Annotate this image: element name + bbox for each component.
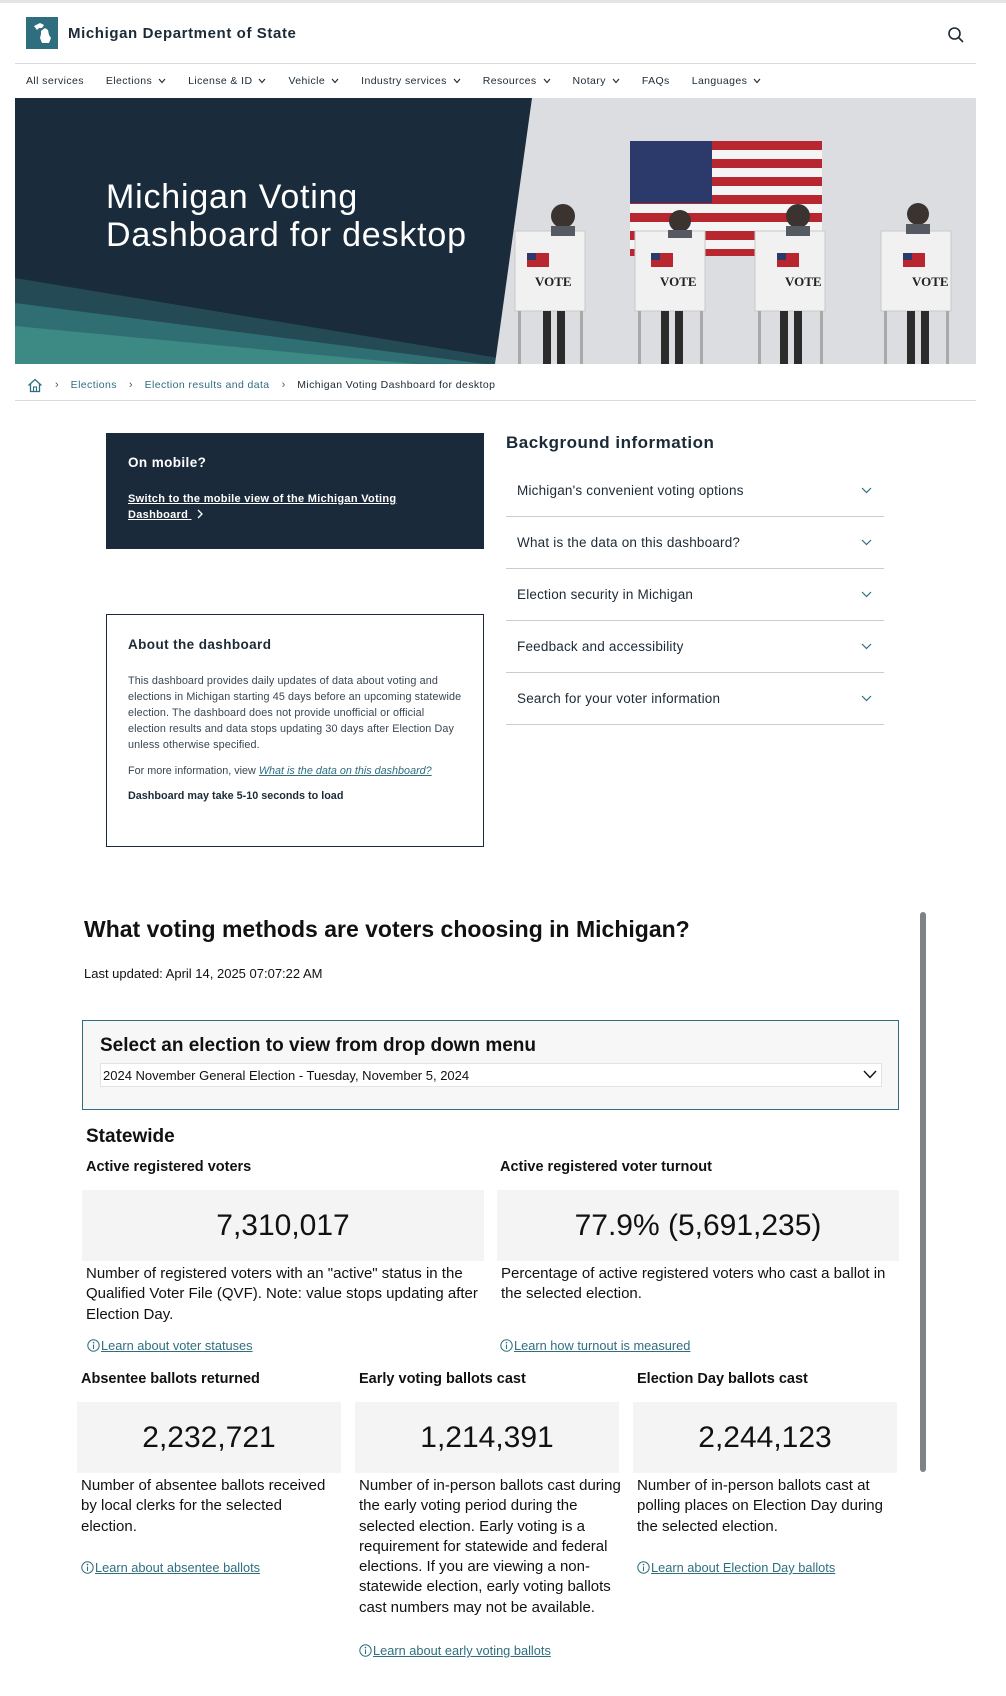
chevron-right-icon: › [55, 379, 59, 391]
nav-label: All services [26, 75, 84, 87]
dashboard-title: What voting methods are voters choosing in Michigan? [84, 916, 690, 942]
site-title[interactable]: Michigan Department of State [68, 25, 297, 42]
active-voters-value: 7,310,017 [82, 1190, 484, 1261]
nav-industry-services[interactable] [361, 72, 461, 90]
hero-banner [15, 98, 976, 364]
learn-link-text: Learn about Election Day ballots [651, 1560, 836, 1575]
nav-label: Resources [482, 75, 537, 87]
mobile-heading: On mobile? [128, 455, 207, 470]
nav-vehicle[interactable] [288, 72, 339, 90]
early-voting-desc: Number of in-person ballots cast during the early voting period during the selected election. Early voting is a requirement for statewide and federal elections. If you are viewing a non-statewide election, early voting ballots cast numbers may not be available. [359, 1477, 621, 1616]
learn-voter-statuses-link[interactable] [87, 1338, 253, 1353]
chevron-down-icon [158, 78, 166, 84]
about-data-link[interactable]: What is the data on this dashboard? [258, 765, 432, 777]
accordion-label: Election security in Michigan [517, 587, 694, 602]
section-statewide: Statewide [86, 1126, 175, 1147]
learn-early-voting-link[interactable] [359, 1643, 551, 1658]
breadcrumb-election-results[interactable]: Election results and data [144, 379, 270, 391]
chevron-down-icon [258, 78, 266, 84]
info-icon [81, 1561, 94, 1574]
early-voting-value: 1,214,391 [355, 1402, 619, 1473]
chevron-down-icon [861, 591, 872, 598]
accordion-feedback[interactable] [506, 621, 884, 673]
nav-label: Industry services [361, 75, 447, 87]
mobile-link-line1: Switch to the mobile view of the Michigan Voting [128, 493, 397, 505]
nav-languages[interactable] [692, 72, 762, 90]
chevron-down-icon [861, 487, 872, 494]
active-voters-label: Active registered voters [86, 1159, 252, 1175]
chevron-down-icon [861, 695, 872, 702]
nav-resources[interactable] [483, 72, 551, 90]
about-text: This dashboard provides daily updates of data about voting and elections in Michigan starting 45 days before an upcoming statewide election. The dashboard does not provide unofficial or official election results and data stops updating 30 days after Election Day unless otherwise specified. [128, 675, 462, 751]
absentee-desc: Number of absentee ballots received by local clerks for the selected election. [81, 1477, 326, 1535]
accordion-label: What is the data on this dashboard? [517, 535, 741, 550]
absentee-label: Absentee ballots returned [81, 1371, 260, 1387]
about-heading: About the dashboard [128, 637, 272, 652]
info-icon [637, 1561, 650, 1574]
top-border [0, 0, 1006, 3]
mobile-link-line2: Dashboard [128, 509, 189, 521]
election-day-value: 2,244,123 [633, 1402, 897, 1473]
accordion-label: Search for your voter information [517, 691, 721, 706]
chevron-right-icon: › [281, 379, 286, 391]
election-selector [82, 1020, 899, 1110]
mobile-notice [106, 433, 484, 549]
search-icon[interactable] [946, 25, 966, 45]
last-updated: Last updated: April 14, 2025 07:07:22 AM [84, 966, 323, 981]
chevron-down-icon [543, 78, 551, 84]
chevron-down-icon [861, 539, 872, 546]
turnout-label: Active registered voter turnout [500, 1159, 712, 1175]
chevron-right-icon: › [128, 379, 133, 391]
chevron-right-icon [196, 509, 204, 519]
about-more-info [128, 763, 462, 779]
nav-label: FAQs [641, 75, 670, 87]
chevron-down-icon [331, 78, 339, 84]
svg-text:VOTE: VOTE [912, 274, 949, 289]
breadcrumb [15, 370, 976, 401]
accordion-voting-options[interactable] [506, 465, 884, 517]
main-nav [26, 72, 783, 90]
svg-text:VOTE: VOTE [785, 274, 822, 289]
learn-link-text: Learn about absentee ballots [95, 1560, 261, 1575]
chevron-down-icon [863, 1070, 877, 1079]
learn-election-day-link[interactable] [637, 1560, 835, 1575]
accordion-label: Feedback and accessibility [517, 639, 684, 654]
chevron-down-icon [453, 78, 461, 84]
accordion-data-info[interactable] [506, 517, 884, 569]
dashboard-scrollbar[interactable] [920, 912, 926, 1472]
michigan-map-icon[interactable] [26, 17, 58, 49]
accordion-election-security[interactable] [506, 569, 884, 621]
learn-link-text: Learn about early voting ballots [373, 1643, 551, 1658]
absentee-value: 2,232,721 [77, 1402, 341, 1473]
nav-label: Elections [105, 75, 153, 87]
election-select-label: Select an election to view from drop down menu [100, 1035, 537, 1056]
accordion-label: Michigan's convenient voting options [517, 483, 744, 498]
site-header [15, 4, 976, 64]
selected-election: 2024 November General Election - Tuesday, November 5, 2024 [103, 1068, 470, 1083]
background-information [506, 433, 884, 725]
nav-faqs[interactable] [642, 72, 670, 90]
nav-notary[interactable] [573, 72, 620, 90]
info-icon [87, 1339, 100, 1352]
election-day-label: Election Day ballots cast [637, 1371, 808, 1387]
info-icon [359, 1644, 372, 1657]
turnout-desc: Percentage of active registered voters who cast a ballot in the selected election. [501, 1265, 886, 1303]
about-more-prefix: For more information, view [128, 765, 259, 777]
home-icon[interactable] [27, 378, 43, 393]
chevron-down-icon [861, 643, 872, 650]
nav-all-services[interactable] [26, 72, 84, 90]
nav-elections[interactable] [106, 72, 166, 90]
chevron-down-icon [612, 78, 620, 84]
learn-link-text: Learn how turnout is measured [514, 1338, 691, 1353]
nav-label: Vehicle [288, 75, 326, 87]
nav-label: Languages [691, 75, 748, 87]
mobile-view-link[interactable] [128, 491, 418, 523]
early-voting-label: Early voting ballots cast [359, 1371, 526, 1387]
election-dropdown[interactable] [100, 1063, 882, 1087]
nav-license-id[interactable] [188, 72, 266, 90]
hero-title-line1: Michigan Voting [106, 178, 359, 216]
nav-label: Notary [572, 75, 606, 87]
learn-turnout-link[interactable] [500, 1338, 690, 1353]
breadcrumb-current: Michigan Voting Dashboard for desktop [297, 379, 496, 391]
election-day-desc: Number of in-person ballots cast at polling places on Election Day during the selected election. [637, 1477, 883, 1535]
info-icon [500, 1339, 513, 1352]
load-note: Dashboard may take 5-10 seconds to load [128, 790, 344, 802]
breadcrumb-elections[interactable]: Elections [70, 379, 117, 391]
svg-text:VOTE: VOTE [660, 274, 697, 289]
nav-label: License & ID [188, 75, 253, 87]
learn-absentee-link[interactable] [81, 1560, 260, 1575]
hero-title [106, 178, 526, 254]
about-dashboard [106, 614, 484, 847]
active-voters-desc: Number of registered voters with an "active" status in the Qualified Voter File (QVF). Note: value stops updating after Election Day. [86, 1265, 478, 1323]
background-heading: Background information [506, 433, 715, 452]
accordion-voter-search[interactable] [506, 673, 884, 725]
svg-text:VOTE: VOTE [535, 274, 572, 289]
turnout-value: 77.9% (5,691,235) [497, 1190, 899, 1261]
learn-link-text: Learn about voter statuses [101, 1338, 253, 1353]
chevron-down-icon [753, 78, 761, 84]
hero-title-line2: Dashboard for desktop [106, 216, 467, 254]
